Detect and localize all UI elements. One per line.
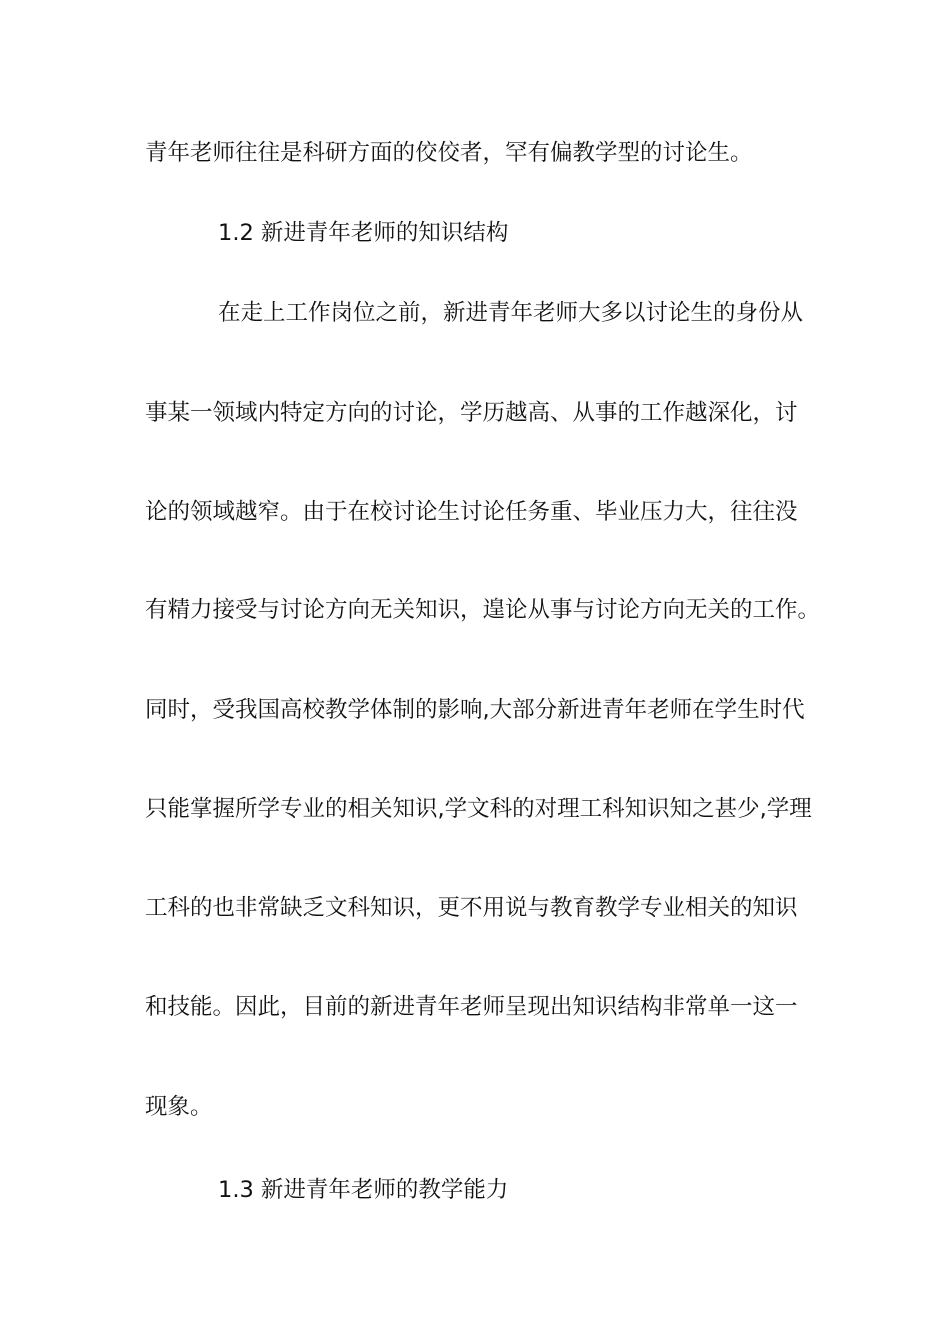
section-heading: 1.2 新进青年老师的知识结构 [218, 220, 509, 246]
paragraph-line: 现象。 [145, 1094, 213, 1120]
paragraph-line: 只能掌握所学专业的相关知识,学文科的对理工科知识知之甚少,学理 [145, 796, 812, 822]
paragraph-line: 同时，受我国高校教学体制的影响,大部分新进青年老师在学生时代 [145, 697, 805, 723]
paragraph-line: 工科的也非常缺乏文科知识，更不用说与教育教学专业相关的知识 [145, 895, 798, 921]
paragraph-line: 论的领域越窄。由于在校讨论生讨论任务重、毕业压力大，往往没 [145, 499, 798, 525]
paragraph-line: 青年老师往往是科研方面的佼佼者，罕有偏教学型的讨论生。 [145, 140, 753, 166]
paragraph-line: 在走上工作岗位之前，新进青年老师大多以讨论生的身份从 [218, 300, 804, 326]
paragraph-line: 事某一领域内特定方向的讨论，学历越高、从事的工作越深化，讨 [145, 400, 798, 426]
section-heading: 1.3 新进青年老师的教学能力 [218, 1177, 509, 1203]
paragraph-line: 有精力接受与讨论方向无关知识，遑论从事与讨论方向无关的工作。 [145, 597, 821, 623]
paragraph-line: 和技能。因此，目前的新进青年老师呈现出知识结构非常单一这一 [145, 994, 798, 1020]
